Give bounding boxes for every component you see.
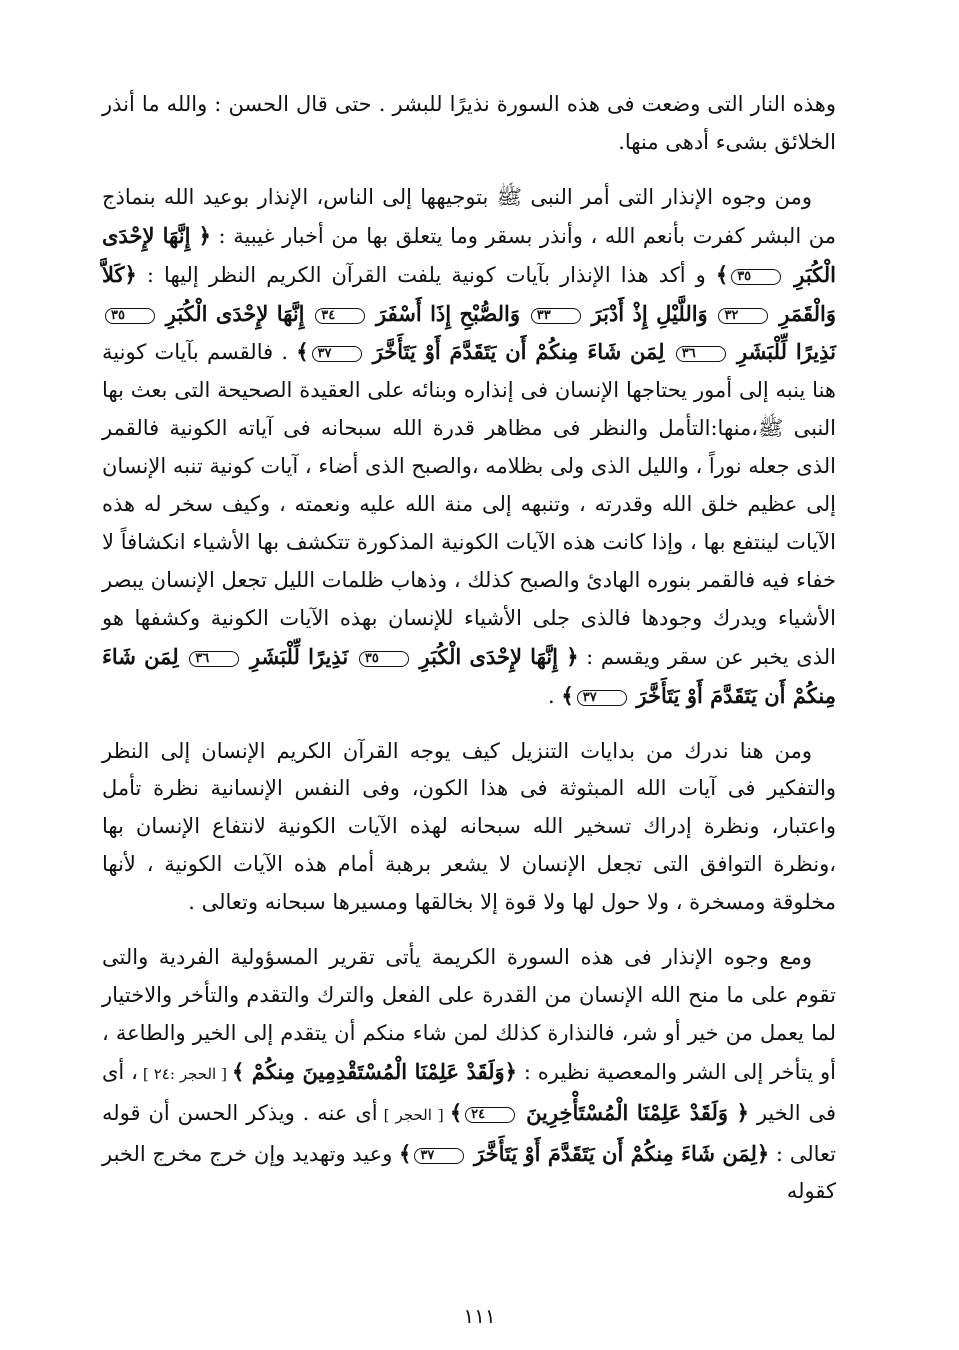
quran-verse: ﴿كَلاَّ وَالْقَمَرِ bbox=[102, 261, 836, 326]
quran-verse: ﴿ إِنَّهَا لإِحْدَى الْكُبَرِ bbox=[419, 643, 579, 669]
verse-number-badge: ٣٦ bbox=[189, 651, 239, 667]
quran-verse: وَاللَّيْلِ إِذْ أَدْبَرَ bbox=[591, 300, 708, 326]
quran-verse: ﴿ وَلَقَدْ عَلِمْنَا الْمُسْتَأْخِرِينَ bbox=[526, 1099, 749, 1125]
text-run: ، أى فى الخير bbox=[102, 1059, 837, 1125]
verse-number-badge: ٣٥ bbox=[105, 308, 155, 324]
quran-bracket: ﴾ bbox=[715, 261, 729, 287]
verse-number-badge: ٣٧ bbox=[312, 346, 362, 362]
text-run: وهذه النار التى وضعت فى هذه السورة نذيرًا للبشر . حتى قال الحسن : والله ما أنذر الخلائق بشىء أدهى منها. bbox=[102, 92, 836, 154]
quran-bracket: ﴾ bbox=[449, 1099, 463, 1125]
verse-number-badge: ٣٦ bbox=[676, 346, 726, 362]
paragraph-3 bbox=[102, 733, 836, 923]
verse-number-badge: ٣٥ bbox=[731, 269, 781, 285]
text-run: ومن هنا ندرك من بدايات التنزيل كيف يوجه القرآن الكريم الإنسان إلى النظر والتفكير فى آيات الله المبثوثة فى هذا الكون، وفى النفس الإنسانية نظرة تأمل واعتبار، ونظرة إدراك تسخير الله سبحانه لهذه الآيات الكونية لانتفاع الإنسان بها ،ونظرة التوافق التى تجعل الإنسان لا يشعر برهبة أمام هذه الآيات الكونية ، لأنها مخلوقة ومسخرة ، ولا حول لها ولا قوة إلا بخالقها ومسيرها سبحانه وتعالى . bbox=[102, 738, 836, 915]
surah-reference: [ الحجر ] bbox=[377, 1105, 450, 1124]
paragraph-4 bbox=[102, 939, 836, 1211]
quran-bracket: ﴾ bbox=[399, 1140, 412, 1166]
text-run: . فالقسم بآيات كونية هنا ينبه إلى أمور يحتاجها الإنسان فى إنذاره وبنائه على العقيدة الصحيحة التى بعث بها النبى ﷺ،منها:التأمل والنظر فى مظاهر قدرة الله سبحانه فى آياته الكونية فالقمر الذى جعله نوراً ، والليل الذى ولى بظلامه ،والصبح الذى أضاء ، آيات كونية تنبه الإنسان إلى عظيم خلق الله وقدرته ، وتنبهه إلى منة الله عليه ونعمته ، وكيف سخر له هذه الآيات لينتفع بها ، وإذا كانت هذه الآيات الكونية المذكورة تتكشف بها الأشياء انكشافاً لا خفاء فيه فالقمر بنوره الهادئ والصبح كذلك ، وذهاب ظلمات الليل تجعل الإنسان يبصر الأشياء ويدرك وجودها فالذى جلى الأشياء للإنسان بهذه الآيات الكونية وكشفها هو الذى يخبر عن سقر ويقسم : bbox=[102, 340, 836, 669]
paragraph-1 bbox=[102, 86, 836, 162]
text-run: و أكد هذا الإنذار بآيات كونية يلفت القرآن الكريم النظر إليها : bbox=[136, 262, 716, 287]
verse-number-badge: ٣٤ bbox=[315, 308, 365, 324]
text-run: ومن وجوه الإنذار التى أمر النبى ﷺ بتوجيهها إلى الناس، الإنذار بوعيد الله بنماذج من البشر كفرت بأنعم الله ، وأنذر بسقر وما يتعلق بها من أخبار غيبية : bbox=[102, 184, 836, 248]
text-run: وعيد وتهديد وإن خرج مخرج الخبر كقوله bbox=[102, 1141, 836, 1204]
quran-verse: نَذِيرًا لِّلْبَشَرِ bbox=[736, 339, 836, 365]
quran-verse: لِمَن شَاءَ مِنكُمْ أَن يَتَقَدَّمَ أَوْ يَتَأَخَّرَ bbox=[372, 339, 665, 365]
paragraph-2 bbox=[102, 179, 836, 716]
surah-reference: [ الحجر :٢٤ ] bbox=[137, 1064, 232, 1083]
quran-verse: نَذِيرًا لِّلْبَشَرِ bbox=[249, 643, 349, 669]
text-run: أى عنه . ويذكر الحسن أن قوله تعالى : bbox=[102, 1100, 836, 1166]
quran-verse: ﴿ إِنَّهَا لإِحْدَى الْكُبَرِ bbox=[102, 222, 836, 287]
text-run: . bbox=[548, 683, 562, 708]
verse-number-badge: ٣٧ bbox=[577, 690, 627, 706]
quran-verse: إِنَّهَا لإِحْدَى الْكُبَرِ bbox=[165, 300, 305, 326]
quran-bracket: ﴾ bbox=[296, 339, 309, 365]
verse-number-badge: ٣٧ bbox=[414, 1148, 464, 1164]
quran-verse: وَالصُّبْحِ إِذَا أَسْفَرَ bbox=[376, 300, 520, 326]
text-run: ومع وجوه الإنذار فى هذه السورة الكريمة يأتى تقرير المسؤولية الفردية والتى تقوم على ما منح الله الإنسان من القدرة على الفعل والترك والتقدم والتأخر والاختيار لما يعمل من خير أو شر، فالنذارة كذلك لمن شاء منكم أن يتقدم إلى الخير والطاعة ، أو يتأخر إلى الشر والمعصية نظيره : bbox=[102, 945, 837, 1084]
body-text bbox=[102, 86, 836, 1228]
page-number: ١١١ bbox=[463, 1304, 496, 1328]
verse-number-badge: ٣٣ bbox=[531, 308, 581, 324]
quran-verse: لِمَن شَاءَ مِنكُمْ أَن يَتَقَدَّمَ أَوْ يَتَأَخَّرَ bbox=[102, 643, 836, 708]
quran-verse: ﴿وَلَقَدْ عَلِمْنَا الْمُسْتَقْدِمِينَ مِنكُمْ ﴾ bbox=[232, 1058, 517, 1084]
quran-verse: ﴿لِمَن شَاءَ مِنكُمْ أَن يَتَقَدَّمَ أَوْ يَتَأَخَّرَ bbox=[474, 1140, 770, 1166]
verse-number-badge: ٣٥ bbox=[359, 651, 409, 667]
quran-bracket: ﴾ bbox=[561, 682, 574, 708]
verse-number-badge: ٢٤ bbox=[465, 1107, 515, 1123]
verse-number-badge: ٣٢ bbox=[718, 308, 768, 324]
